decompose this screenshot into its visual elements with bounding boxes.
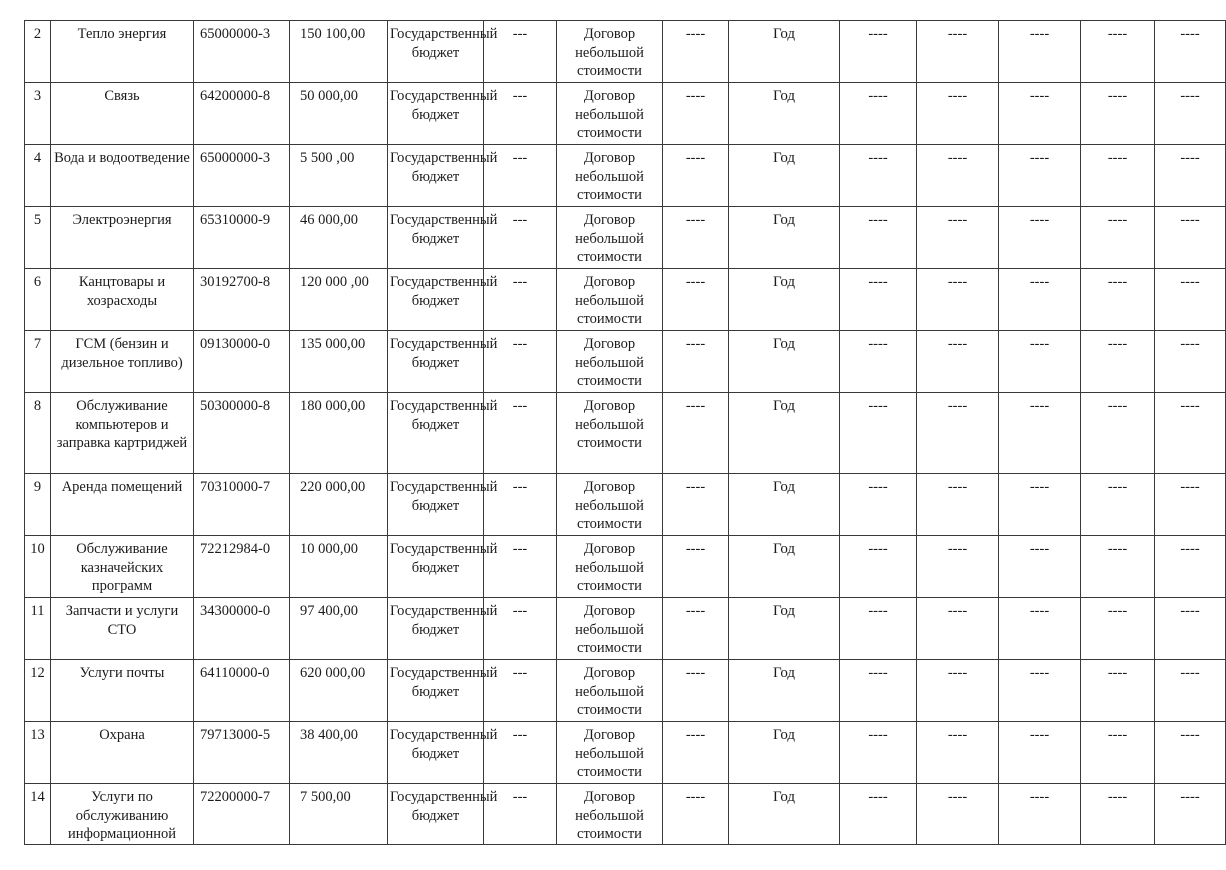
empty-dash-cell: ----: [917, 269, 999, 331]
procurement-method-cell: Договор небольшой стоимости: [557, 331, 663, 393]
empty-dash-cell: ----: [1081, 393, 1155, 474]
funding-source-cell: Государственный бюджет: [388, 83, 484, 145]
cpv-code-cell: 65310000-9: [194, 207, 290, 269]
funding-source-cell: Государственный бюджет: [388, 536, 484, 598]
empty-dash-cell: ----: [917, 331, 999, 393]
amount-cell: 46 000,00: [290, 207, 388, 269]
item-name-cell: Охрана: [51, 722, 194, 784]
procurement-method-cell: Договор небольшой стоимости: [557, 536, 663, 598]
table-row: [25, 331, 1226, 393]
empty-dash-cell: ---: [484, 474, 557, 536]
item-name-cell: Услуги по обслуживанию информационной: [51, 784, 194, 845]
cpv-code-cell: 09130000-0: [194, 331, 290, 393]
row-number-cell: 9: [25, 474, 51, 536]
empty-dash-cell: ----: [663, 331, 729, 393]
empty-dash-cell: ---: [484, 207, 557, 269]
funding-source-cell: Государственный бюджет: [388, 474, 484, 536]
empty-dash-cell: ----: [917, 722, 999, 784]
amount-cell: 120 000 ,00: [290, 269, 388, 331]
amount-cell: 180 000,00: [290, 393, 388, 474]
procurement-method-cell: Договор небольшой стоимости: [557, 660, 663, 722]
cpv-code-cell: 79713000-5: [194, 722, 290, 784]
empty-dash-cell: ----: [1155, 269, 1226, 331]
cpv-code-cell: 72212984-0: [194, 536, 290, 598]
empty-dash-cell: ---: [484, 784, 557, 845]
row-number-cell: 3: [25, 83, 51, 145]
period-cell: Год: [729, 660, 840, 722]
empty-dash-cell: ----: [999, 784, 1081, 845]
cpv-code-cell: 70310000-7: [194, 474, 290, 536]
amount-cell: 10 000,00: [290, 536, 388, 598]
empty-dash-cell: ----: [1155, 145, 1226, 207]
funding-source-cell: Государственный бюджет: [388, 269, 484, 331]
empty-dash-cell: ----: [999, 331, 1081, 393]
empty-dash-cell: ----: [840, 83, 917, 145]
empty-dash-cell: ---: [484, 269, 557, 331]
empty-dash-cell: ----: [1155, 722, 1226, 784]
cpv-code-cell: 65000000-3: [194, 21, 290, 83]
empty-dash-cell: ----: [663, 598, 729, 660]
row-number-cell: 6: [25, 269, 51, 331]
funding-source-cell: Государственный бюджет: [388, 145, 484, 207]
period-cell: Год: [729, 598, 840, 660]
item-name-cell: Услуги почты: [51, 660, 194, 722]
cpv-code-cell: 64200000-8: [194, 83, 290, 145]
funding-source-cell: Государственный бюджет: [388, 331, 484, 393]
empty-dash-cell: ----: [1155, 660, 1226, 722]
row-number-cell: 11: [25, 598, 51, 660]
row-number-cell: 13: [25, 722, 51, 784]
empty-dash-cell: ----: [840, 393, 917, 474]
empty-dash-cell: ----: [840, 269, 917, 331]
item-name-cell: Вода и водоотведение: [51, 145, 194, 207]
empty-dash-cell: ----: [917, 598, 999, 660]
empty-dash-cell: ----: [1155, 21, 1226, 83]
table-row: [25, 393, 1226, 474]
empty-dash-cell: ----: [1081, 269, 1155, 331]
empty-dash-cell: ----: [840, 722, 917, 784]
empty-dash-cell: ----: [1081, 722, 1155, 784]
empty-dash-cell: ----: [999, 21, 1081, 83]
empty-dash-cell: ----: [663, 536, 729, 598]
empty-dash-cell: ----: [999, 145, 1081, 207]
period-cell: Год: [729, 83, 840, 145]
empty-dash-cell: ----: [999, 83, 1081, 145]
empty-dash-cell: ----: [663, 21, 729, 83]
row-number-cell: 5: [25, 207, 51, 269]
item-name-cell: Запчасти и услуги СТО: [51, 598, 194, 660]
empty-dash-cell: ---: [484, 393, 557, 474]
empty-dash-cell: ----: [999, 474, 1081, 536]
procurement-method-cell: Договор небольшой стоимости: [557, 784, 663, 845]
row-number-cell: 8: [25, 393, 51, 474]
empty-dash-cell: ----: [1081, 21, 1155, 83]
empty-dash-cell: ----: [999, 598, 1081, 660]
table-row: [25, 536, 1226, 598]
item-name-cell: Электроэнергия: [51, 207, 194, 269]
empty-dash-cell: ----: [663, 145, 729, 207]
item-name-cell: Связь: [51, 83, 194, 145]
period-cell: Год: [729, 269, 840, 331]
funding-source-cell: Государственный бюджет: [388, 784, 484, 845]
amount-cell: 50 000,00: [290, 83, 388, 145]
empty-dash-cell: ----: [917, 784, 999, 845]
cpv-code-cell: 65000000-3: [194, 145, 290, 207]
empty-dash-cell: ----: [840, 21, 917, 83]
row-number-cell: 12: [25, 660, 51, 722]
empty-dash-cell: ----: [999, 660, 1081, 722]
empty-dash-cell: ----: [917, 393, 999, 474]
period-cell: Год: [729, 722, 840, 784]
table-row: [25, 207, 1226, 269]
empty-dash-cell: ---: [484, 598, 557, 660]
funding-source-cell: Государственный бюджет: [388, 598, 484, 660]
empty-dash-cell: ----: [1155, 598, 1226, 660]
empty-dash-cell: ----: [1081, 784, 1155, 845]
row-number-cell: 14: [25, 784, 51, 845]
amount-cell: 7 500,00: [290, 784, 388, 845]
empty-dash-cell: ----: [663, 269, 729, 331]
empty-dash-cell: ----: [917, 536, 999, 598]
table-row: [25, 784, 1226, 845]
empty-dash-cell: ----: [999, 207, 1081, 269]
empty-dash-cell: ----: [1155, 784, 1226, 845]
empty-dash-cell: ---: [484, 660, 557, 722]
procurement-method-cell: Договор небольшой стоимости: [557, 207, 663, 269]
empty-dash-cell: ----: [1081, 83, 1155, 145]
procurement-method-cell: Договор небольшой стоимости: [557, 145, 663, 207]
row-number-cell: 7: [25, 331, 51, 393]
item-name-cell: Тепло энергия: [51, 21, 194, 83]
empty-dash-cell: ----: [1081, 660, 1155, 722]
empty-dash-cell: ----: [663, 83, 729, 145]
amount-cell: 135 000,00: [290, 331, 388, 393]
amount-cell: 220 000,00: [290, 474, 388, 536]
empty-dash-cell: ----: [917, 207, 999, 269]
procurement-method-cell: Договор небольшой стоимости: [557, 393, 663, 474]
amount-cell: 97 400,00: [290, 598, 388, 660]
item-name-cell: Обслуживание компьютеров и заправка картриджей: [51, 393, 194, 474]
funding-source-cell: Государственный бюджет: [388, 660, 484, 722]
funding-source-cell: Государственный бюджет: [388, 21, 484, 83]
empty-dash-cell: ----: [840, 598, 917, 660]
item-name-cell: Аренда помещений: [51, 474, 194, 536]
item-name-cell: Канцтовары и хозрасходы: [51, 269, 194, 331]
empty-dash-cell: ----: [663, 660, 729, 722]
empty-dash-cell: ---: [484, 331, 557, 393]
empty-dash-cell: ----: [840, 331, 917, 393]
empty-dash-cell: ----: [1155, 83, 1226, 145]
funding-source-cell: Государственный бюджет: [388, 722, 484, 784]
empty-dash-cell: ----: [1155, 474, 1226, 536]
period-cell: Год: [729, 784, 840, 845]
cpv-code-cell: 50300000-8: [194, 393, 290, 474]
empty-dash-cell: ----: [1081, 598, 1155, 660]
empty-dash-cell: ----: [917, 21, 999, 83]
empty-dash-cell: ----: [663, 393, 729, 474]
empty-dash-cell: ---: [484, 722, 557, 784]
funding-source-cell: Государственный бюджет: [388, 393, 484, 474]
empty-dash-cell: ----: [663, 474, 729, 536]
empty-dash-cell: ----: [1081, 207, 1155, 269]
cpv-code-cell: 34300000-0: [194, 598, 290, 660]
empty-dash-cell: ----: [999, 393, 1081, 474]
empty-dash-cell: ----: [917, 474, 999, 536]
period-cell: Год: [729, 145, 840, 207]
table-row: [25, 269, 1226, 331]
table-row: [25, 83, 1226, 145]
empty-dash-cell: ----: [1155, 331, 1226, 393]
empty-dash-cell: ----: [1081, 536, 1155, 598]
empty-dash-cell: ----: [840, 474, 917, 536]
table-row: [25, 722, 1226, 784]
cpv-code-cell: 64110000-0: [194, 660, 290, 722]
row-number-cell: 10: [25, 536, 51, 598]
procurement-method-cell: Договор небольшой стоимости: [557, 21, 663, 83]
empty-dash-cell: ---: [484, 21, 557, 83]
item-name-cell: ГСМ (бензин и дизельное топливо): [51, 331, 194, 393]
empty-dash-cell: ----: [917, 83, 999, 145]
empty-dash-cell: ----: [663, 722, 729, 784]
funding-source-cell: Государственный бюджет: [388, 207, 484, 269]
procurement-method-cell: Договор небольшой стоимости: [557, 269, 663, 331]
empty-dash-cell: ----: [1155, 536, 1226, 598]
empty-dash-cell: ----: [999, 536, 1081, 598]
empty-dash-cell: ----: [1155, 207, 1226, 269]
table-row: [25, 474, 1226, 536]
empty-dash-cell: ---: [484, 83, 557, 145]
empty-dash-cell: ----: [1081, 331, 1155, 393]
amount-cell: 38 400,00: [290, 722, 388, 784]
row-number-cell: 4: [25, 145, 51, 207]
period-cell: Год: [729, 331, 840, 393]
empty-dash-cell: ----: [840, 536, 917, 598]
empty-dash-cell: ----: [663, 207, 729, 269]
procurement-method-cell: Договор небольшой стоимости: [557, 474, 663, 536]
empty-dash-cell: ----: [840, 660, 917, 722]
empty-dash-cell: ----: [840, 207, 917, 269]
empty-dash-cell: ----: [917, 660, 999, 722]
empty-dash-cell: ----: [840, 145, 917, 207]
empty-dash-cell: ---: [484, 145, 557, 207]
procurement-method-cell: Договор небольшой стоимости: [557, 598, 663, 660]
empty-dash-cell: ----: [1155, 393, 1226, 474]
period-cell: Год: [729, 207, 840, 269]
procurement-plan-table: [24, 20, 1226, 845]
empty-dash-cell: ----: [1081, 474, 1155, 536]
cpv-code-cell: 72200000-7: [194, 784, 290, 845]
empty-dash-cell: ----: [999, 269, 1081, 331]
empty-dash-cell: ----: [917, 145, 999, 207]
amount-cell: 150 100,00: [290, 21, 388, 83]
procurement-method-cell: Договор небольшой стоимости: [557, 83, 663, 145]
amount-cell: 5 500 ,00: [290, 145, 388, 207]
amount-cell: 620 000,00: [290, 660, 388, 722]
empty-dash-cell: ---: [484, 536, 557, 598]
table-row: [25, 660, 1226, 722]
period-cell: Год: [729, 474, 840, 536]
procurement-method-cell: Договор небольшой стоимости: [557, 722, 663, 784]
table-row: [25, 598, 1226, 660]
empty-dash-cell: ----: [663, 784, 729, 845]
table-row: [25, 21, 1226, 83]
cpv-code-cell: 30192700-8: [194, 269, 290, 331]
empty-dash-cell: ----: [999, 722, 1081, 784]
row-number-cell: 2: [25, 21, 51, 83]
period-cell: Год: [729, 536, 840, 598]
empty-dash-cell: ----: [1081, 145, 1155, 207]
period-cell: Год: [729, 21, 840, 83]
empty-dash-cell: ----: [840, 784, 917, 845]
item-name-cell: Обслуживание казначейских программ: [51, 536, 194, 598]
table-row: [25, 145, 1226, 207]
period-cell: Год: [729, 393, 840, 474]
